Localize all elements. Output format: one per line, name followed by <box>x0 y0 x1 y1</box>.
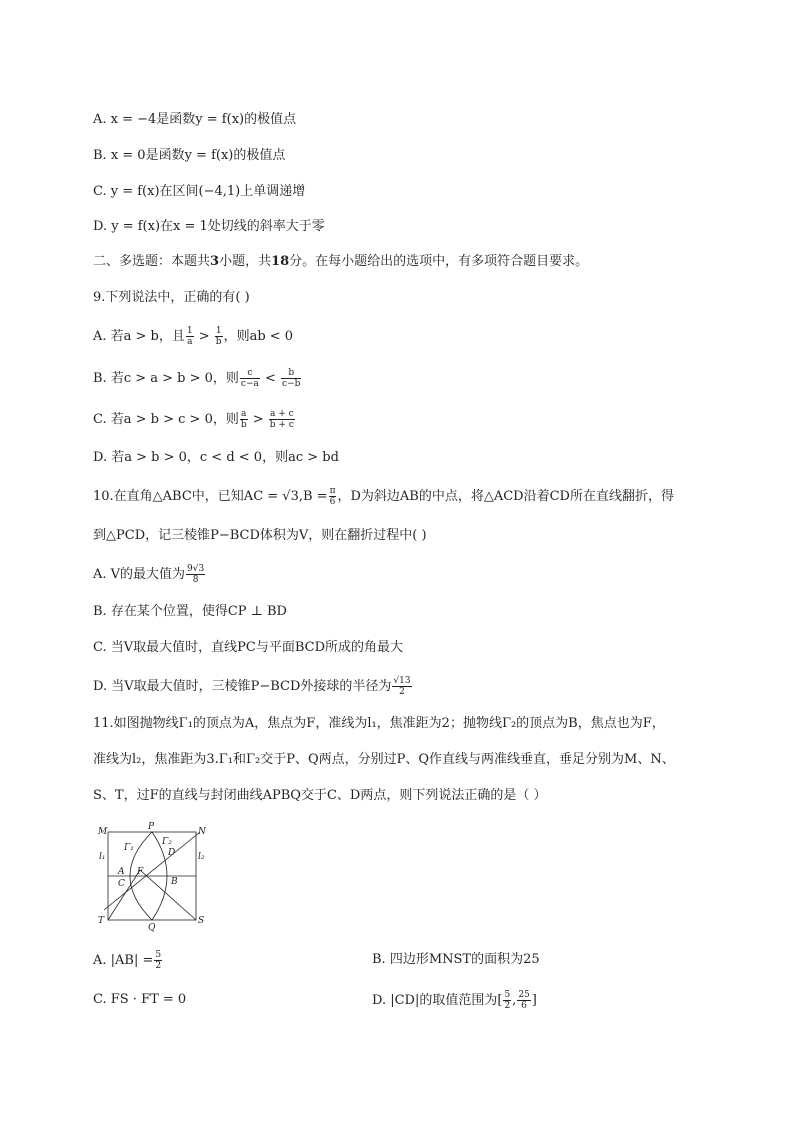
label-t: T <box>98 916 105 926</box>
label-q: Q <box>148 923 156 932</box>
numerator: c <box>240 368 260 379</box>
q10-d-pre: D. 当V取最大值时，三棱锥P−BCD外接球的半径为 <box>93 679 392 694</box>
bracket-close: ] <box>531 993 537 1008</box>
numerator: a <box>241 409 247 419</box>
q9-c-gt: > <box>248 412 268 427</box>
label-f: F <box>137 867 144 877</box>
q9-b-lt: < <box>260 371 281 386</box>
numerator: b <box>281 368 301 379</box>
numerator: 5 <box>504 990 511 1000</box>
q11-stem-line2: 准线为l₂，焦准距为3.Γ₁和Γ₂交于P、Q两点，分别过P、Q作直线与两准线垂直，垂足分别为M、N、 <box>93 752 675 767</box>
fraction <box>281 368 301 389</box>
q11-option-d <box>372 990 537 1011</box>
q11-d-pre: D. |CD|的取值范围为 <box>372 993 498 1008</box>
q11-a-pre: A. |AB| = <box>93 953 154 968</box>
numerator: 9√3 <box>187 564 205 574</box>
q8-option-c: C. y = f(x)在区间(−4,1)上单调递增 <box>93 184 306 199</box>
q9-a-gt: > <box>194 329 214 344</box>
q8-option-d: D. y = f(x)在x = 1处切线的斜率大于零 <box>93 219 325 234</box>
q9-b-pre: B. 若c > a > b > 0，则 <box>93 371 239 386</box>
fraction <box>240 368 260 389</box>
fraction <box>154 950 162 971</box>
section-prefix: 二、多选题：本题共 <box>93 254 211 269</box>
fraction <box>215 326 223 347</box>
label-c: C <box>118 879 125 889</box>
label-m: M <box>98 827 108 837</box>
label-l2: l₂ <box>198 852 205 862</box>
label-b: B <box>171 877 178 887</box>
section-suffix: 分。在每小题给出的选项中，有多项符合题目要求。 <box>289 254 589 269</box>
denominator: a <box>187 337 193 347</box>
q9-stem: 9.下列说法中，正确的有( ) <box>93 290 250 305</box>
denominator: 2 <box>155 961 162 971</box>
q8-option-a: A. x = −4是函数y = f(x)的极值点 <box>93 112 297 127</box>
q10-option-d <box>93 676 413 697</box>
denominator: b + c <box>269 420 294 430</box>
q10-option-a <box>93 564 206 585</box>
q10-stem-line1 <box>93 486 674 507</box>
section-score: 18 <box>271 254 290 269</box>
label-s: S <box>198 916 205 926</box>
denominator: b <box>240 420 247 430</box>
fraction <box>392 676 411 697</box>
fraction <box>240 409 248 430</box>
q9-option-d: D. 若a > b > 0，c < d < 0，则ac > bd <box>93 450 339 465</box>
q8-option-b: B. x = 0是函数y = f(x)的极值点 <box>93 148 286 163</box>
denominator: c−a <box>240 379 259 389</box>
label-gamma1: Γ₁ <box>124 843 134 853</box>
label-l1: l₁ <box>99 852 106 862</box>
q9-option-b <box>93 368 302 389</box>
denominator: 6 <box>329 497 336 507</box>
denominator: 8 <box>192 575 199 585</box>
denominator: 2 <box>504 1001 511 1011</box>
line-fs <box>140 870 196 920</box>
bracket-open: [ <box>497 993 503 1008</box>
q9-c-pre: C. 若a > b > c > 0，则 <box>93 412 239 427</box>
q9-option-a <box>93 326 293 347</box>
q9-option-c <box>93 409 296 430</box>
q11-option-c: C. FS · FT = 0 <box>93 992 187 1007</box>
label-d: D <box>168 848 176 858</box>
q10-a-pre: A. V的最大值为 <box>93 567 186 582</box>
line-ft <box>108 870 140 920</box>
fraction <box>517 990 530 1011</box>
fraction <box>503 990 511 1011</box>
section-heading <box>93 252 588 272</box>
fraction <box>186 326 194 347</box>
numerator: a + c <box>270 409 294 419</box>
fraction <box>269 409 295 430</box>
label-gamma2: Γ₂ <box>162 837 172 847</box>
q10-option-b: B. 存在某个位置，使得CP ⊥ BD <box>93 604 287 619</box>
fraction <box>186 564 205 585</box>
denominator: 6 <box>521 1001 527 1011</box>
numerator: 1 <box>215 326 222 336</box>
numerator: √13 <box>393 676 411 686</box>
label-p: P <box>148 822 155 832</box>
q11-option-b: B. 四边形MNST的面积为25 <box>372 952 540 967</box>
q10-option-c: C. 当V取最大值时，直线PC与平面BCD所成的角最大 <box>93 640 403 655</box>
numerator: 5 <box>155 950 162 960</box>
section-count: 3 <box>210 254 220 269</box>
q9-a-post: ，则ab < 0 <box>223 329 294 344</box>
denominator: b <box>215 337 222 347</box>
numerator: π <box>329 486 336 496</box>
section-mid: 小题，共 <box>219 254 272 269</box>
numerator: 25 <box>518 990 530 1000</box>
q11-option-a <box>93 950 163 971</box>
label-a: A <box>118 867 125 877</box>
q11-stem-line1: 11.如图抛物线Γ₁的顶点为A，焦点为F，准线为l₁，焦准距为2；抛物线Γ₂的顶点为B，焦点也为F， <box>93 716 665 731</box>
denominator: c−b <box>282 379 301 389</box>
comma: , <box>512 993 517 1008</box>
denominator: 2 <box>399 687 405 697</box>
q9-a-pre: A. 若a > b，且 <box>93 329 185 344</box>
parabola-figure <box>96 822 206 932</box>
q10-stem-pre: 10.在直角△ABC中，已知AC = √3,B = <box>93 489 328 504</box>
numerator: 1 <box>186 326 193 336</box>
label-n: N <box>198 827 206 837</box>
q10-stem-post: ，D为斜边AB的中点，将△ACD沿着CD所在直线翻折，得 <box>337 489 674 504</box>
fraction <box>329 486 337 507</box>
q11-stem-line3: S、T，过F的直线与封闭曲线APBQ交于C、D两点，则下列说法正确的是（ ） <box>93 788 547 803</box>
q10-stem-line2: 到△PCD，记三棱锥P−BCD体积为V，则在翻折过程中( ) <box>93 528 427 543</box>
